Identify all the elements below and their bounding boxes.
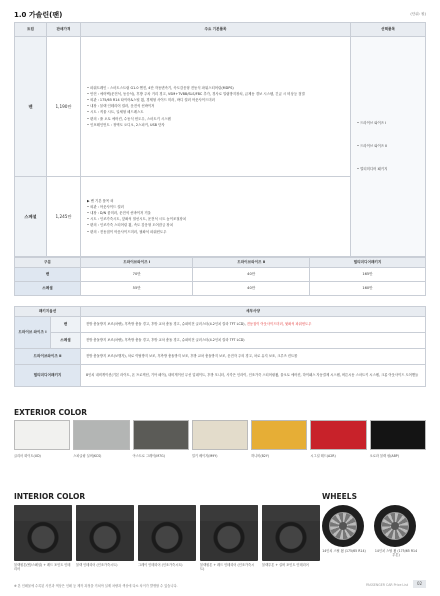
interior-image	[76, 505, 134, 561]
detail-label: 멀티미디어패키지	[15, 365, 81, 387]
header-dw2: 드라이브와이즈 Ⅱ	[193, 258, 310, 268]
color-name: 클리어 화이트(UD)	[14, 454, 41, 458]
trim-table	[14, 22, 426, 257]
package-row	[15, 268, 426, 282]
color-chip	[133, 420, 189, 450]
brand-text: PASSENGER CAR Price List	[365, 583, 408, 587]
package-trim: 스페셜	[15, 282, 81, 296]
color-name: 밀키 베이지(M9Y)	[191, 454, 218, 458]
option-item: • 드라이브 와이즈 Ⅱ	[357, 144, 387, 148]
interior-caption: 블랙투톤 + 실버 포인트 인테리어	[262, 563, 309, 567]
interior-caption: 블랙원톤 + 레드 인테리어 (인조가죽시트)	[200, 563, 255, 572]
option-item: • 드라이브 와이즈 Ⅰ	[357, 121, 387, 125]
feature-item: • 내장 : D/N 룸미러, 운전석 선바이저 거울	[87, 211, 151, 216]
package-price: 55만	[81, 282, 193, 296]
exterior-title: EXTERIOR COLOR	[14, 408, 88, 417]
feature-list	[81, 177, 351, 257]
trim-table-header	[15, 23, 426, 37]
interior-image	[262, 505, 320, 561]
wheels-gallery	[322, 505, 418, 557]
interior-caption: 블랙원톤(밴/스페셜) + 레드 포인트 인테리어	[14, 563, 71, 572]
header-trim: 트림	[15, 23, 47, 37]
interior-image	[138, 505, 196, 561]
detail-desc: 전방 충돌방지 보조(보행자), 차로 이탈방지 보조, 후측방 충돌방지 보조, 후방 교차 충돌방지 보조, 운전자 주의 경고, 차로 유지 보조, 크루즈 컨트롤	[81, 349, 426, 365]
feature-item: • 내장 : 블랙 인테리어 컬러, 운전석 선바이저	[87, 104, 155, 109]
feature-item: • 시트 : 직물 시트, 일체형 헤드레스트	[87, 110, 144, 115]
interior-caption: 그레이 인테리어 (인조가죽시트)	[138, 563, 183, 567]
package-price: 165만	[309, 268, 425, 282]
option-item: • 멀티미디어 패키지	[357, 167, 388, 171]
detail-header	[15, 307, 426, 317]
detail-desc: 8인치 내비게이션(기본 라이트, 폰 프로젝션, 기아 페이), 내비게이션 무선 업데이트, 후방 모니터, 사각은 인라이, 인조가죽 스티어링휠, 풀오토 에어컨, 하이패스 자동결제 시스템, 버튼시동 스마트키 시스템, 크롬 아웃사이드 도어핸들	[81, 365, 426, 387]
package-row	[15, 282, 426, 296]
interior-option[interactable]	[14, 505, 72, 571]
detail-desc: 전방 충돌방지 보조(차량), 후측방 충돌 경고, 후방 교차 충돌 경고, 슈퍼비전 클러스터(4.2인치 칼라 TFT LCD)	[81, 333, 426, 349]
detail-row	[15, 365, 426, 387]
footnote: ※ 본 인쇄물에 수록된 사진과 색상은 인쇄 등 제작 과정을 거쳐야 실제 차량과 색상에 다소 차이가 발생할 수 있습니다.	[14, 584, 178, 588]
page-number: 02	[413, 580, 426, 588]
interior-image	[14, 505, 72, 561]
color-swatch[interactable]	[370, 420, 426, 458]
detail-label: 드라이브와이즈 Ⅱ	[15, 349, 81, 365]
feature-item: ▶ 밴 기본 품목 외	[87, 198, 114, 203]
wheel-option[interactable]	[322, 505, 366, 557]
header-category: 구분	[15, 258, 81, 268]
package-price: 70만	[81, 268, 193, 282]
package-price-table	[14, 257, 426, 296]
feature-item: • 인포테인먼트 : 정액도 오디오, 2스피커, USB 단자	[87, 122, 165, 127]
detail-desc	[81, 317, 426, 333]
trim-price: 1,245만	[47, 177, 81, 257]
package-detail-table	[14, 306, 426, 387]
interior-option[interactable]	[200, 505, 258, 571]
header-package-option: 패키지옵션	[15, 307, 81, 317]
trim-name: 스페셜	[15, 177, 47, 257]
header-basic-features: 주요 기본품목	[81, 23, 351, 37]
interior-gallery	[14, 505, 320, 571]
color-swatch[interactable]	[73, 420, 129, 458]
wheel-icon	[374, 505, 416, 547]
color-name: 오로라 블랙 펄(ABP)	[369, 454, 399, 458]
wheel-option[interactable]	[374, 505, 418, 557]
package-header	[15, 258, 426, 268]
interior-option[interactable]	[76, 505, 134, 571]
interior-title: INTERIOR COLOR	[14, 492, 86, 501]
color-chip	[192, 420, 248, 450]
header-multimedia: 멀티미디어패키지	[309, 258, 425, 268]
detail-text-highlight: 전동접이 아웃사이드미러, 뒷좌석 파워윈도우	[245, 322, 312, 327]
detail-sub: 스페셜	[51, 333, 81, 349]
feature-item: • 편의 : 풀 오토 에어컨, 수동식 윈도우, 스마트키 시스템	[87, 116, 171, 121]
package-price: 40만	[193, 282, 310, 296]
color-chip	[370, 420, 426, 450]
package-price: 40만	[193, 268, 310, 282]
header-price: 판매가격	[47, 23, 81, 37]
exterior-swatches	[14, 420, 426, 458]
feature-item: • 시트 : 인조가죽시트, 앞좌석 열선시트, 운전석 시트 높이조절장치	[87, 217, 187, 222]
feature-list	[81, 37, 351, 177]
trim-row-van	[15, 37, 426, 177]
color-name: 아스트로 그레이(M7G)	[132, 454, 165, 458]
color-swatch[interactable]	[310, 420, 366, 458]
color-swatch[interactable]	[133, 420, 189, 458]
wheel-caption: 14인치 스틸 휠 (175/65 R14)	[322, 549, 366, 553]
color-chip	[73, 420, 129, 450]
detail-row	[15, 333, 426, 349]
feature-item: • 안전 : 에어백(운전석, 동승석), 후방 주차 거리 경고, VSM+TVBB/SLS/FBC 추가, 경사로 밀림방지장치, 급제동 경보 시스템, 긴급 시 비상등 점멸	[87, 91, 305, 96]
detail-row	[15, 317, 426, 333]
header-dw1: 드라이브와이즈 Ⅰ	[81, 258, 193, 268]
feature-item: • 파워트레인 : 스마트스트림 G1.0 엔진, 4단 자동변속기, 속도감응형 전동식 파워스티어링(MDPS)	[87, 85, 234, 90]
color-swatch[interactable]	[251, 420, 307, 458]
color-swatch[interactable]	[192, 420, 248, 458]
package-price: 160만	[309, 282, 425, 296]
interior-caption: 블랙 인테리어 (인조가죽시트)	[76, 563, 118, 567]
color-chip	[14, 420, 70, 450]
wheel-caption: 14인치 스틸 휠 (175/65 R14 투톤)	[374, 549, 418, 558]
option-list	[351, 37, 426, 257]
feature-item: • 편의 : 인조가죽 스티어링 휠, 속도 감응형 도어잠금 장치	[87, 223, 173, 228]
detail-row	[15, 349, 426, 365]
interior-image	[200, 505, 258, 561]
feature-item: • 외관 : 아웃사이드 컬러	[87, 204, 124, 209]
color-name: 스파클링 실버(KCS)	[73, 454, 102, 458]
header-options: 선택품목	[351, 23, 426, 37]
interior-option[interactable]	[138, 505, 196, 571]
feature-item: • 편의 : 전동접이 아웃사이드미러, 뒷좌석 파워윈도우	[87, 229, 167, 234]
wheels-title: WHEELS	[322, 492, 357, 501]
package-trim: 밴	[15, 268, 81, 282]
unit-label: (단위: 원)	[410, 12, 426, 16]
wheel-icon	[322, 505, 364, 547]
interior-option[interactable]	[262, 505, 320, 571]
trim-price: 1,190만	[47, 37, 81, 177]
color-swatch[interactable]	[14, 420, 70, 458]
color-name: 허니비(B2Y)	[251, 454, 270, 458]
color-name: 시그널 레드(A2R)	[310, 454, 336, 458]
trim-name: 밴	[15, 37, 47, 177]
detail-text: 전방 충돌방지 보조(차량), 후측방 충돌 경고, 후방 교차 충돌 경고, 슈퍼비전 클러스터(4.2인치 칼라 TFT LCD),	[86, 322, 246, 327]
detail-label: 드라이브 와이즈 Ⅰ	[15, 317, 51, 349]
color-chip	[251, 420, 307, 450]
detail-sub: 밴	[51, 317, 81, 333]
page-title: 1.0 가솔린(팬)	[14, 11, 63, 19]
color-chip	[310, 420, 366, 450]
header-detail-spec: 세부사양	[81, 307, 426, 317]
feature-item: • 외관 : 175/65 R14 타이어&스틸 휠, 경제형 사이드 미러, 바디 컬러 아웃사이드미러	[87, 98, 215, 103]
